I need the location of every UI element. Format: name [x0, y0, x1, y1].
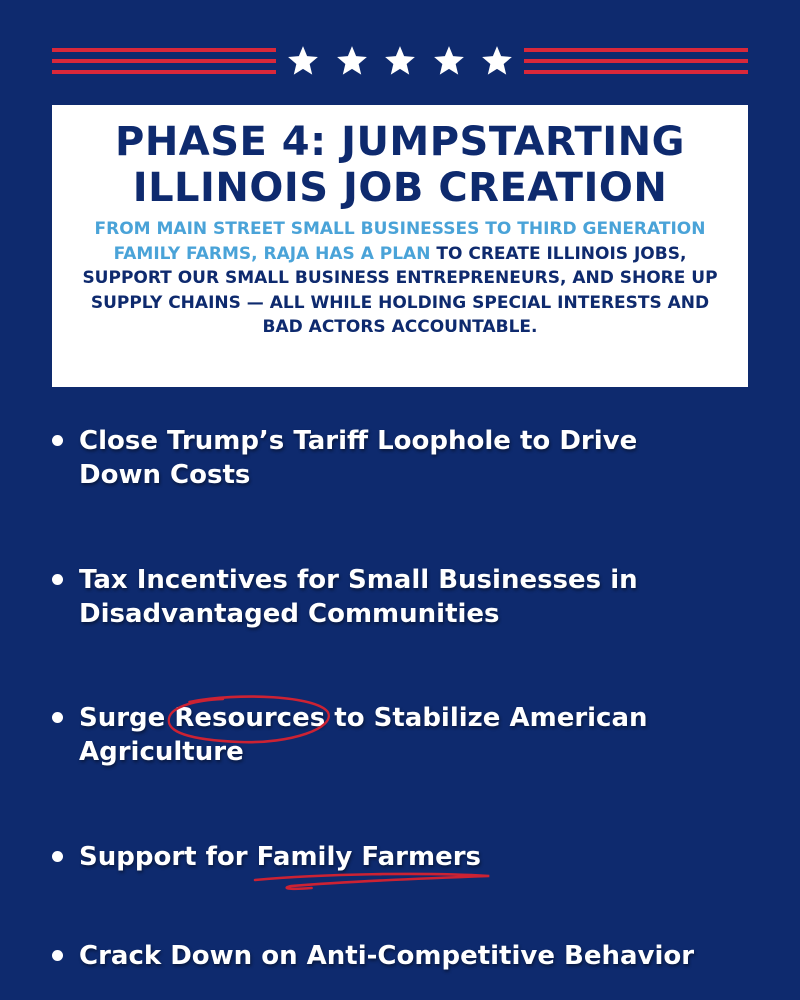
bullet-text	[79, 701, 772, 769]
hand-drawn-underline-annotation	[251, 870, 493, 892]
stars-row	[286, 44, 514, 78]
bullet-dot	[52, 435, 63, 446]
star-icon	[383, 44, 417, 78]
bullet-2-line-2: Disadvantaged Communities	[79, 599, 500, 629]
left-stripes	[52, 48, 276, 74]
right-stripes	[524, 48, 748, 74]
list-item	[52, 424, 772, 492]
bullet-dot	[52, 712, 63, 723]
list-item	[52, 701, 772, 769]
list-item	[52, 939, 772, 973]
bullet-dot	[52, 950, 63, 961]
star-icon	[335, 44, 369, 78]
bullet-text	[79, 840, 772, 874]
bullet-text	[79, 939, 772, 973]
list-item	[52, 563, 772, 631]
bullet-dot	[52, 851, 63, 862]
bullet-1-line-1: Close Trump’s Tariff Loophole to Drive	[79, 426, 638, 456]
bullet-1-line-2: Down Costs	[79, 460, 251, 490]
bullet-5-line-1: Crack Down on Anti-Competitive Behavior	[79, 941, 695, 971]
list-item	[52, 840, 772, 874]
header-banner	[0, 44, 800, 78]
circled-word: Resources	[174, 703, 325, 733]
bullet-2-line-1: Tax Incentives for Small Businesses in	[79, 565, 638, 595]
bullet-3-line-2: Agriculture	[79, 737, 244, 767]
star-icon	[432, 44, 466, 78]
bullet-3-post: to Stabilize American	[325, 703, 648, 733]
bullet-text	[79, 563, 772, 631]
bullet-text	[79, 424, 772, 492]
subtitle	[72, 217, 728, 340]
star-icon	[480, 44, 514, 78]
page-title	[72, 119, 728, 211]
bullet-3-pre: Surge	[79, 703, 175, 733]
title-line-2: ILLINOIS JOB CREATION	[132, 165, 668, 211]
subtitle-highlight: FROM MAIN STREET SMALL BUSINESSES TO THIRD GENERATION FAMILY FARMS, RAJA HAS A PLAN	[94, 219, 706, 264]
title-card	[52, 105, 748, 387]
title-line-1: PHASE 4: JUMPSTARTING	[115, 119, 685, 165]
star-icon	[286, 44, 320, 78]
bullet-4-pre: Support for	[79, 842, 257, 872]
underlined-phrase: Family Farmers	[257, 842, 481, 872]
subtitle-rest: TO CREATE ILLINOIS JOBS, SUPPORT OUR SMALL BUSINESS ENTREPRENEURS, AND SHORE UP SUPPLY CHAINS — ALL WHILE HOLDING SPECIAL INTERESTS AND BAD ACTORS ACCOUNTABLE.	[82, 243, 718, 337]
bullet-dot	[52, 574, 63, 585]
